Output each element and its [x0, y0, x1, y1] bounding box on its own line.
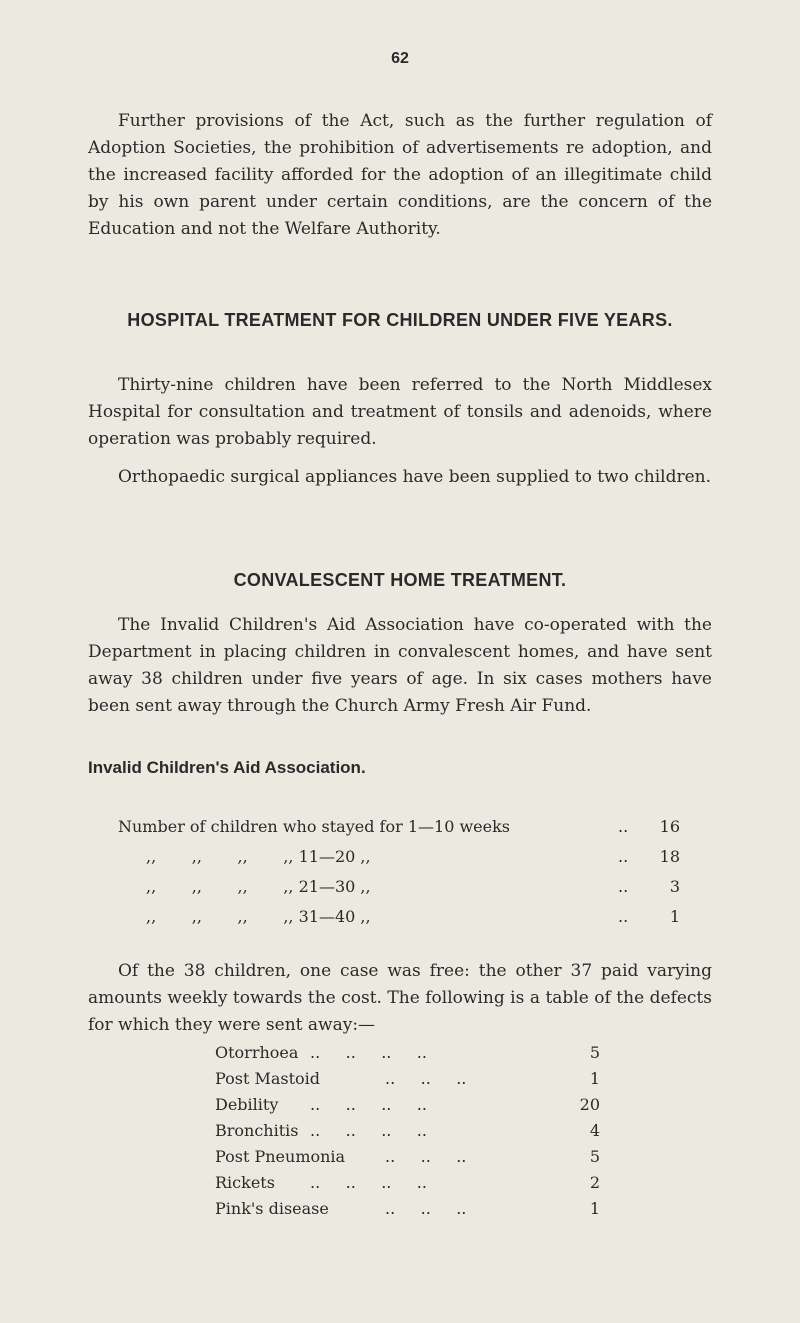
- defect-count: 1: [589, 1199, 600, 1218]
- defect-dots: .. .. ..: [385, 1069, 467, 1088]
- stay-count: 3: [669, 877, 680, 896]
- defect-name: Rickets: [215, 1173, 275, 1192]
- stay-count: 16: [659, 817, 680, 836]
- defect-count: 1: [589, 1069, 600, 1088]
- stay-count: 1: [669, 907, 680, 926]
- stay-label: ,, ,, ,, ,, 11—20 ,,: [146, 847, 371, 866]
- stay-label: ,, ,, ,, ,, 31—40 ,,: [146, 907, 371, 926]
- convalescent-paragraph: The Invalid Children's Aid Association have co-operated with the Department in placing children in convalescent homes, and have sent away 38 children under five years of age. In six cases mothers have been sent away through the Church Army Fresh Air Fund.: [88, 615, 712, 716]
- defect-name: Bronchitis: [215, 1121, 299, 1140]
- summary-paragraph: Of the 38 children, one case was free: the other 37 paid varying amounts weekly towards the cost. The following is a table of the defects for which they were sent away:—: [88, 961, 712, 1035]
- intro-paragraph: Further provisions of the Act, such as the further regulation of Adoption Societies, the prohibition of advertisements re adoption, and the increased facility afforded for the adoption of an illegitimate child by his own parent under certain conditions, are the concern of the Education and not the Welfare Authority.: [88, 111, 712, 239]
- defect-dots: .. .. .. ..: [310, 1121, 427, 1140]
- defect-name: Post Pneumonia: [215, 1147, 346, 1166]
- stay-label: Number of children who stayed for 1—10 weeks: [118, 817, 510, 836]
- stay-dots: ..: [618, 907, 629, 926]
- page-number: 62: [391, 50, 409, 67]
- defect-dots: .. .. ..: [385, 1199, 467, 1218]
- defect-name: Post Mastoid: [215, 1069, 321, 1088]
- defect-dots: .. .. .. ..: [310, 1095, 427, 1114]
- ica-subheading: Invalid Children's Aid Association.: [88, 758, 366, 777]
- hospital-heading: HOSPITAL TREATMENT FOR CHILDREN UNDER FIVE YEARS.: [127, 310, 673, 330]
- defect-dots: .. .. .. ..: [310, 1173, 427, 1192]
- stay-dots: ..: [618, 847, 629, 866]
- defect-name: Debility: [215, 1095, 279, 1114]
- defect-count: 20: [579, 1095, 600, 1114]
- stay-count: 18: [659, 847, 680, 866]
- stay-dots: ..: [618, 877, 629, 896]
- defect-dots: .. .. ..: [385, 1147, 467, 1166]
- hospital-paragraph-2: Orthopaedic surgical appliances have been supplied to two children.: [118, 467, 712, 487]
- defect-name: Otorrhoea: [215, 1043, 299, 1062]
- stay-label: ,, ,, ,, ,, 21—30 ,,: [146, 877, 371, 896]
- defect-count: 5: [589, 1043, 600, 1062]
- defect-name: Pink's disease: [215, 1199, 329, 1218]
- defect-count: 2: [589, 1173, 600, 1192]
- stay-dots: ..: [618, 817, 629, 836]
- convalescent-heading: CONVALESCENT HOME TREATMENT.: [233, 570, 567, 590]
- hospital-paragraph-1: Thirty-nine children have been referred to the North Middlesex Hospital for consultation and treatment of tonsils and adenoids, where operation was probably required.: [88, 375, 712, 449]
- defect-dots: .. .. .. ..: [310, 1043, 427, 1062]
- defect-count: 5: [589, 1147, 600, 1166]
- defect-count: 4: [589, 1121, 600, 1140]
